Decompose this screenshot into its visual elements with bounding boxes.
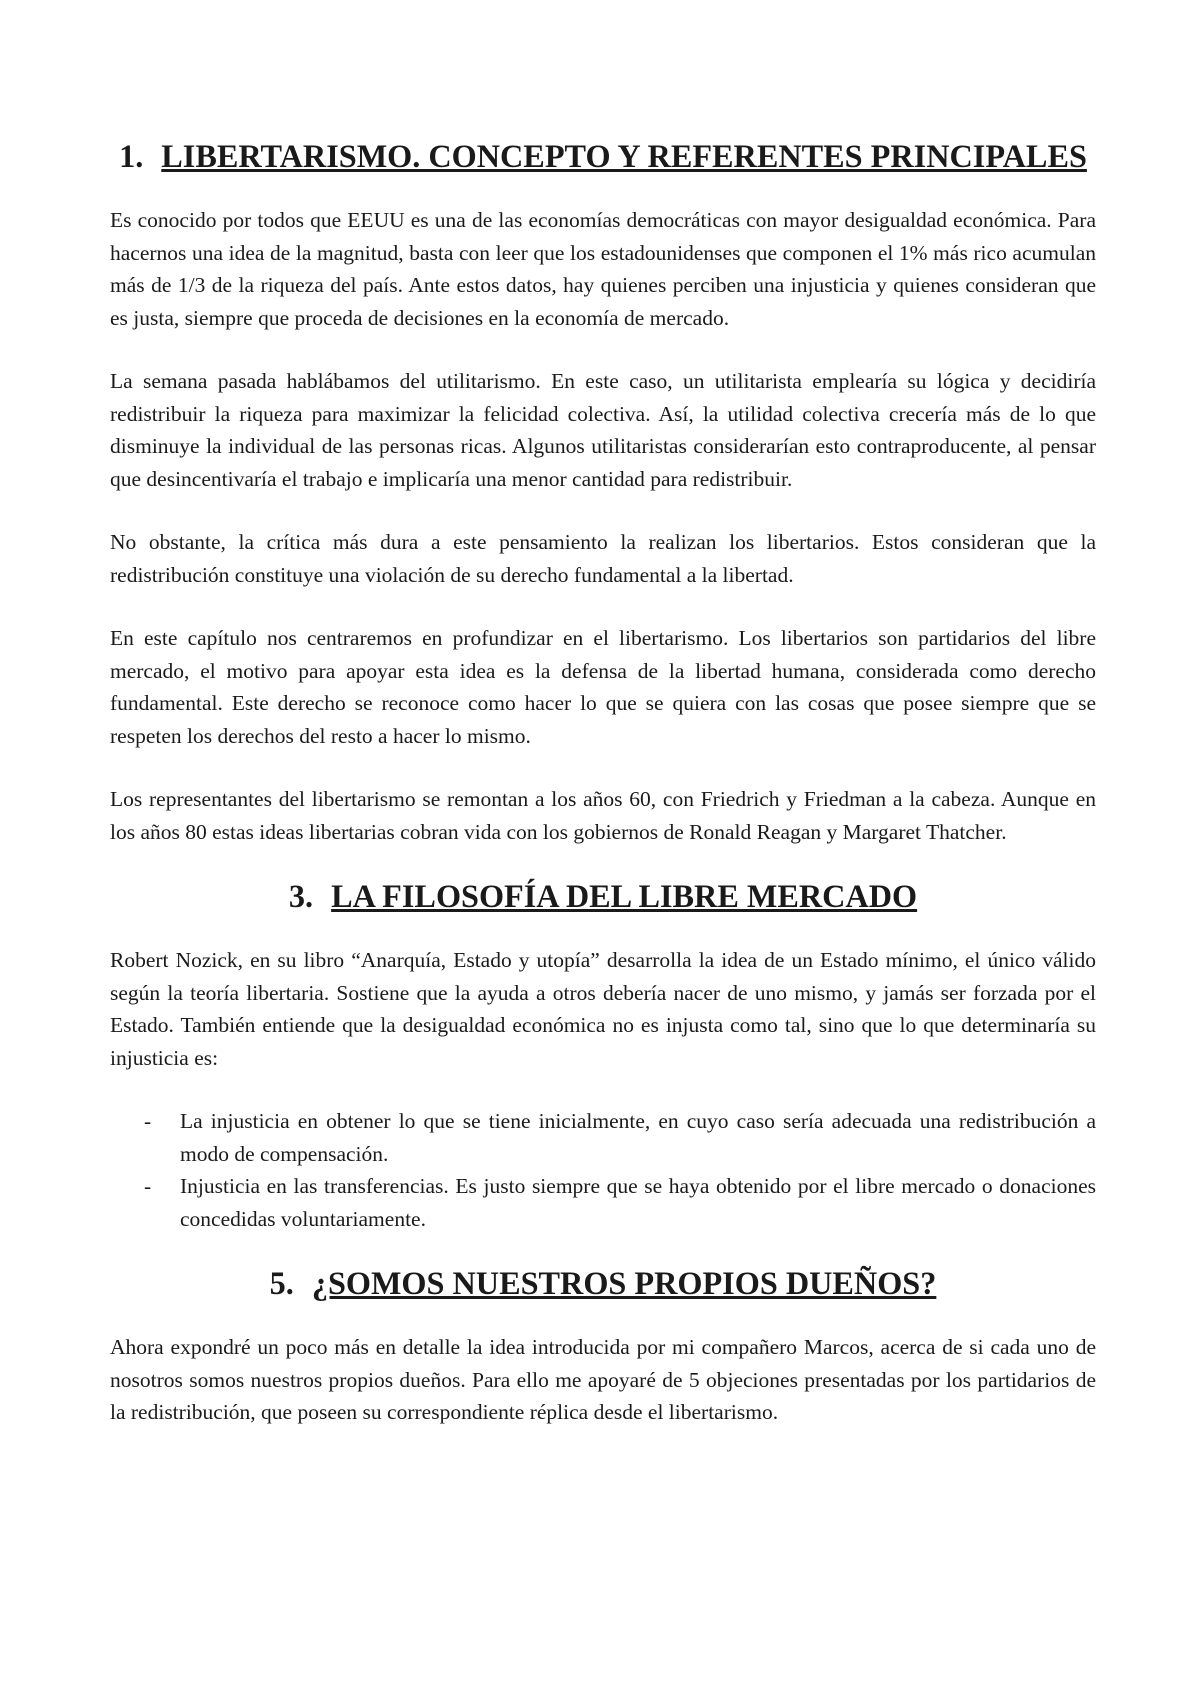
dash-list (110, 1105, 1096, 1235)
section-title: LA FILOSOFÍA DEL LIBRE MERCADO (331, 878, 918, 914)
paragraph: Ahora expondré un poco más en detalle la idea introducida por mi compañero Marcos, acerca de si cada uno de nosotros somos nuestros propios dueños. Para ello me apoyaré de 5 objeciones presentadas por los partidarios de la redistribución, que poseen su correspondiente réplica desde el libertarismo. (110, 1335, 1096, 1424)
list-dash-marker: - (144, 1174, 152, 1198)
list-item-text: Injusticia en las transferencias. Es justo siempre que se haya obtenido por el libre mercado o donaciones concedidas voluntariamente. (180, 1174, 1096, 1231)
section-title: LIBERTARISMO. CONCEPTO Y REFERENTES PRINCIPALES (161, 138, 1087, 174)
list-dash-marker: - (144, 1109, 152, 1133)
section-heading-3 (110, 880, 1096, 912)
paragraph: En este capítulo nos centraremos en profundizar en el libertarismo. Los libertarios son partidarios del libre mercado, el motivo para apoyar esta idea es la defensa de la libertad humana, considerada como derecho fundamental. Este derecho se reconoce como hacer lo que se quiera con las cosas que posee siempre que se respeten los derechos del resto a hacer lo mismo. (110, 626, 1096, 748)
paragraph: Es conocido por todos que EEUU es una de las economías democráticas con mayor desigualdad económica. Para hacernos una idea de la magnitud, basta con leer que los estadounidenses que componen el 1% más rico acumulan más de 1/3 de la riqueza del país. Ante estos datos, hay quienes perciben una injusticia y quienes consideran que es justa, siempre que proceda de decisiones en la economía de mercado. (110, 208, 1096, 330)
paragraph: La semana pasada hablábamos del utilitarismo. En este caso, un utilitarista emplearía su lógica y decidiría redistribuir la riqueza para maximizar la felicidad colectiva. Así, la utilidad colectiva crecería más de lo que disminuye la individual de las personas ricas. Algunos utilitaristas considerarían esto contraproducente, al pensar que desincentivaría el trabajo e implicaría una menor cantidad para redistribuir. (110, 369, 1096, 491)
section-heading-1 (110, 140, 1096, 172)
section-heading-5 (110, 1267, 1096, 1299)
section-number: 1. (119, 138, 144, 174)
list-item (110, 1105, 1096, 1170)
section-number: 5. (269, 1265, 294, 1301)
paragraph: Los representantes del libertarismo se remontan a los años 60, con Friedrich y Friedman a la cabeza. Aunque en los años 80 estas ideas libertarias cobran vida con los gobiernos de Ronald Reagan y Margaret Thatcher. (110, 787, 1096, 844)
section-number: 3. (288, 878, 314, 914)
paragraph: Robert Nozick, en su libro “Anarquía, Estado y utopía” desarrolla la idea de un Estado mínimo, el único válido según la teoría libertaria. Sostiene que la ayuda a otros debería nacer de uno mismo, y jamás ser forzada por el Estado. También entiende que la desigualdad económica no es injusta como tal, sino que lo que determinaría su injusticia es: (110, 948, 1096, 1070)
list-item (110, 1170, 1096, 1235)
list-item-text: La injusticia en obtener lo que se tiene inicialmente, en cuyo caso sería adecuada una redistribución a modo de compensación. (180, 1109, 1096, 1166)
section-title: ¿SOMOS NUESTROS PROPIOS DUEÑOS? (311, 1265, 937, 1301)
document-page (110, 140, 1096, 1429)
paragraph: No obstante, la crítica más dura a este pensamiento la realizan los libertarios. Estos consideran que la redistribución constituye una violación de su derecho fundamental a la libertad. (110, 530, 1096, 587)
